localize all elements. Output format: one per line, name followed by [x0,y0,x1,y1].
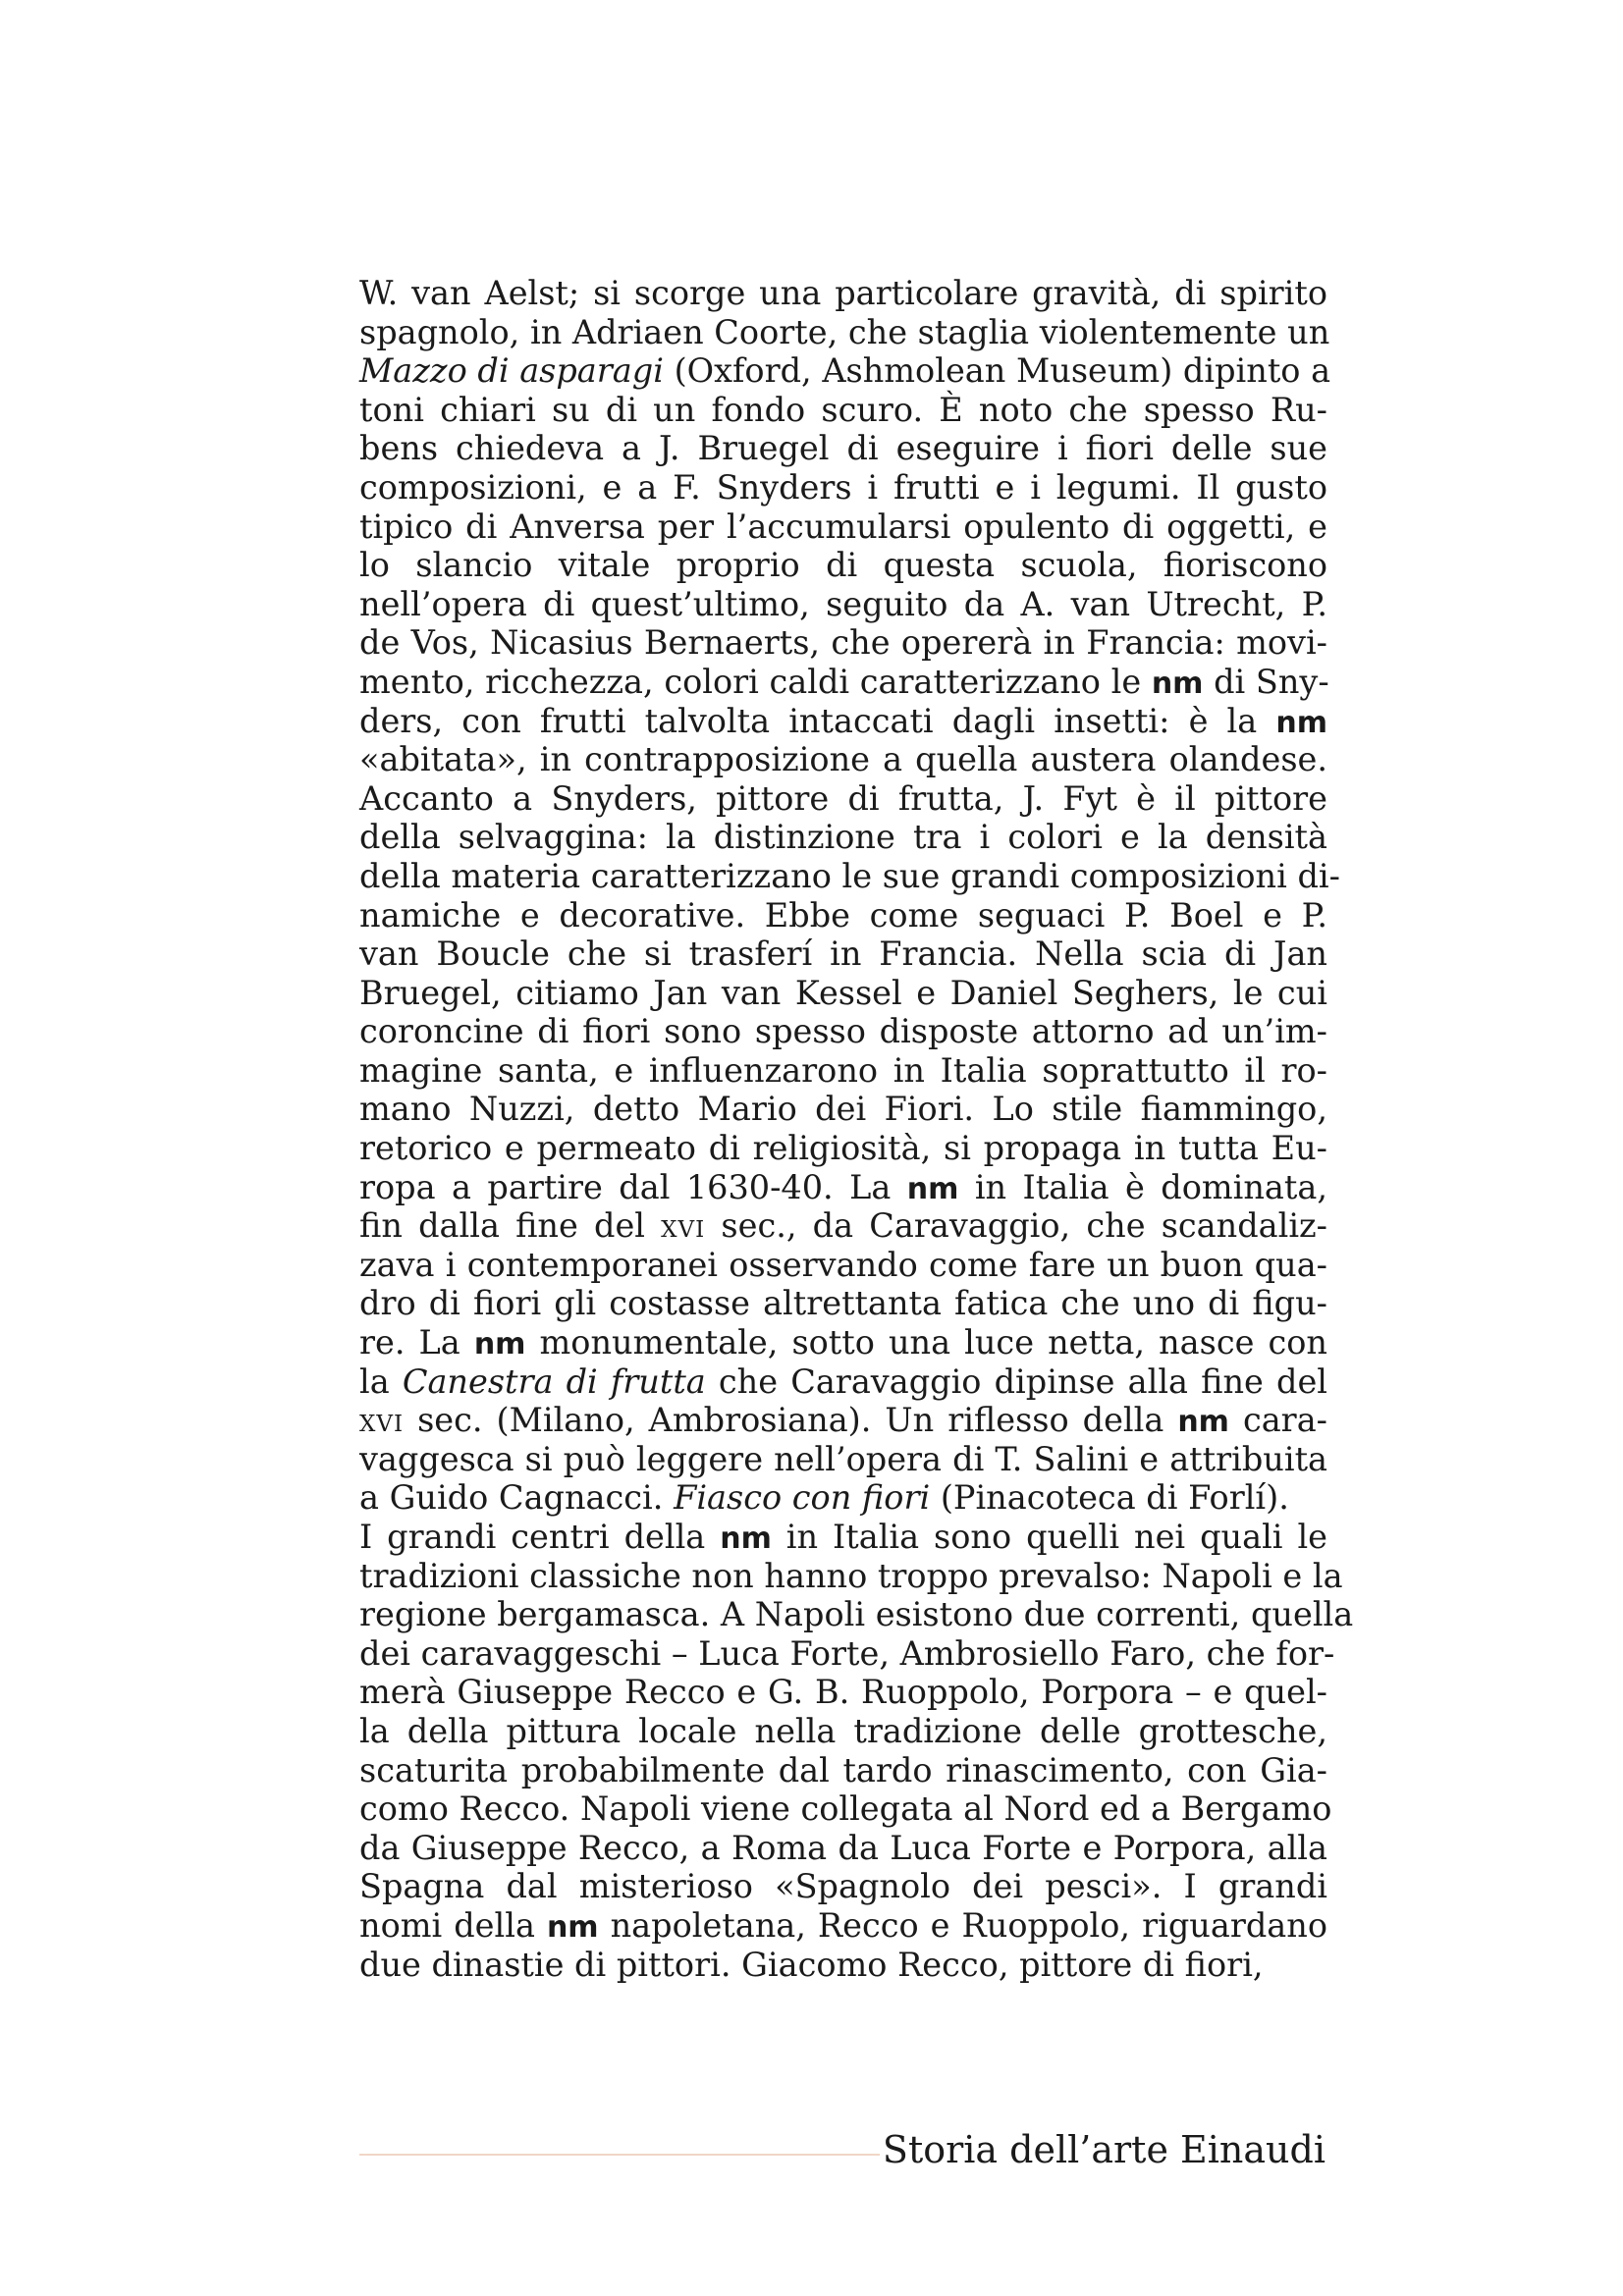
text-line [359,1323,1327,1362]
text-run: ders, con frutti talvolta intaccati dagli insetti: è la [359,701,1276,740]
text-run: como Recco. Napoli viene collegata al Nord ed a Bergamo [359,1789,1332,1829]
text-line [359,1633,1335,1674]
text-run: mento, ricchezza, colori caldi caratterizzano le [359,662,1152,701]
text-run: I grandi centri della [359,1518,721,1556]
text-line [359,623,1327,663]
text-run: van Boucle che si trasferí in Francia. Nella scia di Jan [359,934,1327,974]
text-line [359,468,1327,507]
text-run: re. La [359,1323,474,1362]
text-line [359,1246,1327,1285]
text-run: sec., da Caravaggio, che scandaliz- [705,1206,1328,1246]
text-run: nomi della [359,1905,547,1945]
nm-abbreviation: nm [473,1327,526,1362]
text-run: la della pittura locale nella tradizione delle grottesche, [359,1711,1327,1750]
text-line [359,1362,1327,1402]
text-run: regione bergamasca. A Napoli esistono due correnti, quella [359,1595,1354,1634]
text-line [359,1051,1327,1091]
text-run: composizioni, e a F. Snyders i frutti e i legumi. Il gusto [359,467,1327,507]
text-run: napoletana, Recco e Ruoppolo, riguardano [598,1905,1327,1945]
text-line [359,702,1327,741]
text-run: da Giuseppe Recco, a Roma da Luca Forte e Porpora, alla [359,1828,1327,1867]
text-line [359,274,1327,313]
text-run: retorico e permeato di religiosità, si propaga in tutta Eu- [359,1129,1327,1168]
artwork-title: Canestra di frutta [402,1362,706,1401]
text-line [359,974,1327,1013]
text-line [359,1284,1327,1323]
text-line [359,934,1327,974]
text-line [359,1867,1327,1906]
text-run: due dinastie di pittori. Giacomo Recco, pittore di fiori, [359,1945,1264,1984]
text-run: namiche e decorative. Ebbe come seguaci P. Boel e P. [359,895,1327,934]
text-line [359,856,1340,896]
text-run: (Oxford, Ashmolean Museum) dipinto a [663,351,1331,391]
text-run: scaturita probabilmente dal tardo rinascimento, con Gia- [359,1750,1327,1789]
text-run: magine santa, e influenzarono in Italia soprattutto il ro- [359,1050,1327,1090]
text-run: bens chiedeva a J. Bruegel di eseguire i fiori delle sue [359,429,1327,468]
text-line [359,391,1327,430]
text-run: spagnolo, in Adriaen Coorte, che staglia violentemente un [359,312,1330,351]
text-run: de Vos, Nicasius Bernaerts, che opererà in Francia: movi- [359,623,1327,663]
text-line [359,1712,1327,1751]
text-run: sec. (Milano, Ambrosiana). Un riflesso della [404,1401,1178,1440]
text-run: mano Nuzzi, detto Mario dei Fiori. Lo stile fiammingo, [359,1090,1327,1129]
nm-abbreviation: nm [1275,705,1327,740]
text-line [359,351,1331,391]
text-run: monumentale, sotto una luce netta, nasce con [525,1323,1327,1362]
nm-abbreviation: nm [906,1171,959,1206]
text-line [359,312,1330,352]
text-run: coroncine di fiori sono spesso disposte attorno ad un’im- [359,1012,1327,1051]
text-run: Accanto a Snyders, pittore di frutta, J. Fyt è il pittore [359,778,1327,818]
text-line [359,1946,1327,1985]
artwork-title: Mazzo di asparagi [359,351,664,391]
text-line [359,1206,1327,1246]
text-line [359,1168,1327,1207]
text-line [359,779,1327,819]
text-line [359,1012,1327,1051]
text-run: cara- [1228,1401,1327,1440]
text-run: lo slancio vitale proprio di questa scuola, fioriscono [359,546,1327,585]
footer-title: Storia dell’arte Einaudi [882,2128,1325,2171]
text-line [359,818,1327,857]
text-run: a Guido Cagnacci. [359,1478,675,1518]
text-line [359,1478,1327,1518]
text-line [359,1556,1343,1596]
text-run: nell’opera di quest’ultimo, seguito da A. van Utrecht, P. [359,584,1327,623]
roman-numeral: xvi [359,1401,405,1440]
body-text [359,274,1354,1984]
text-line [359,740,1327,779]
text-run: della materia caratterizzano le sue grandi composizioni di- [359,856,1340,895]
text-run: «abitata», in contrapposizione a quella austera olandese. [359,740,1327,779]
text-line [359,585,1327,624]
text-line [359,896,1327,935]
nm-abbreviation: nm [1177,1405,1229,1440]
text-line [359,1401,1327,1440]
text-line [359,546,1327,585]
text-run: dei caravaggeschi – Luca Forte, Ambrosiello Faro, che for- [359,1633,1335,1673]
text-line [359,1518,1327,1557]
nm-abbreviation: nm [720,1522,772,1556]
text-line [359,1751,1327,1790]
text-line [359,1129,1327,1168]
text-line [359,1829,1327,1868]
text-run: zava i contemporanei osservando come fare un buon qua- [359,1245,1327,1284]
text-line [359,1090,1327,1129]
text-run: in Italia sono quelli nei quali le [771,1518,1327,1556]
text-run: tipico di Anversa per l’accumularsi opulento di oggetti, e [359,507,1327,546]
text-line [359,1440,1327,1479]
footer-rule [359,2154,880,2156]
text-run: (Pinacoteca di Forlí). [930,1478,1289,1518]
text-run: fin dalla fine del [359,1206,662,1246]
text-line [359,1789,1332,1829]
text-line [359,1595,1354,1634]
nm-abbreviation: nm [546,1909,599,1945]
text-run: in Italia è dominata, [958,1167,1327,1206]
text-line [359,429,1327,468]
roman-numeral: xvi [661,1206,706,1246]
text-line [359,1673,1327,1712]
text-run: vaggesca si può leggere nell’opera di T. Salini e attribuita [359,1439,1327,1478]
artwork-title: Fiasco con fiori [674,1478,931,1518]
text-run: di Sny- [1203,662,1329,701]
text-line [359,1906,1327,1946]
nm-abbreviation: nm [1151,666,1204,701]
text-line [359,663,1327,702]
text-run: tradizioni classiche non hanno troppo prevalso: Napoli e la [359,1556,1343,1595]
text-run: Spagna dal misterioso «Spagnolo dei pesci». I grandi [359,1867,1327,1906]
text-run: della selvaggina: la distinzione tra i colori e la densità [359,818,1327,857]
text-run: W. van Aelst; si scorge una particolare gravità, di spirito [359,274,1327,312]
text-run: merà Giuseppe Recco e G. B. Ruoppolo, Porpora – e quel- [359,1673,1327,1712]
text-run: dro di fiori gli costasse altrettanta fatica che uno di figu- [359,1284,1327,1323]
text-run: Bruegel, citiamo Jan van Kessel e Daniel Seghers, le cui [359,973,1327,1012]
text-run: ropa a partire dal 1630-40. La [359,1167,907,1206]
text-run: toni chiari su di un fondo scuro. È noto che spesso Ru- [359,390,1327,429]
text-run: che Caravaggio dipinse alla fine del [705,1362,1327,1401]
text-run: la [359,1362,403,1401]
text-line [359,507,1327,547]
